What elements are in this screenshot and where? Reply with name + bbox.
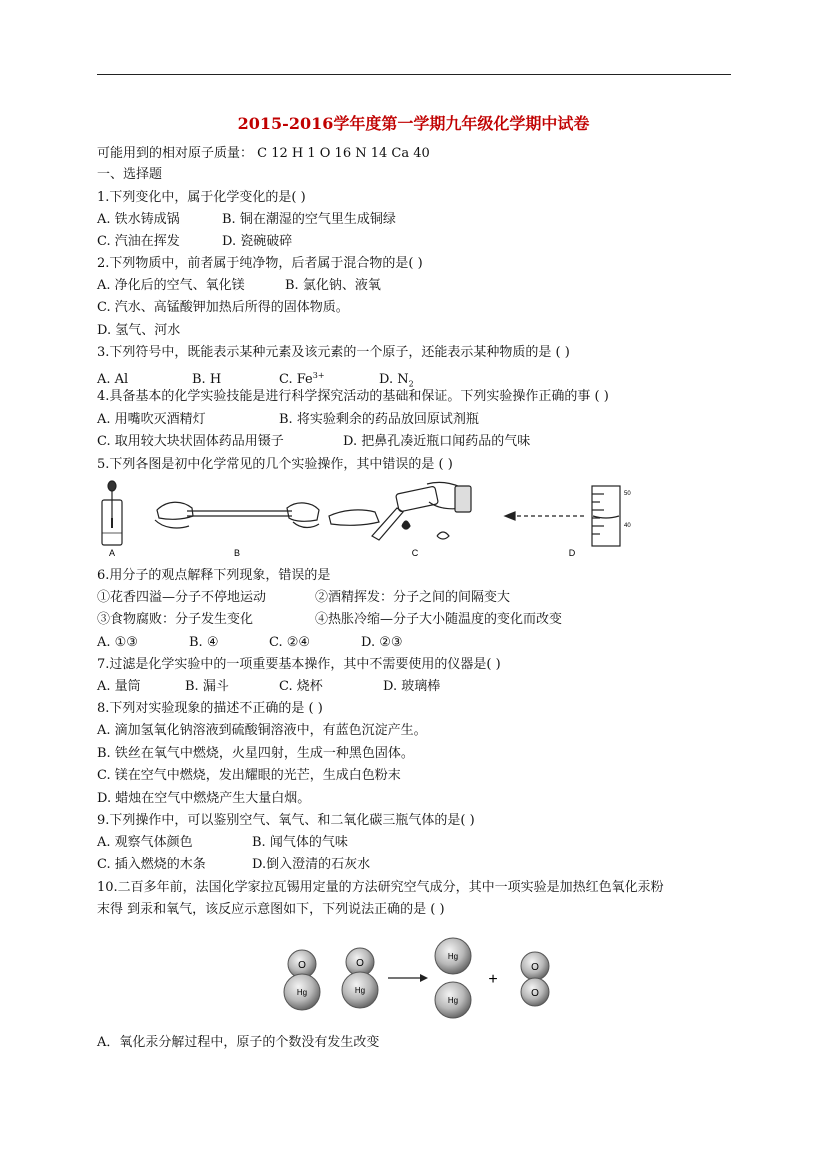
q2-option-a: A. 净化后的空气、氧化镁: [97, 278, 245, 293]
q4-option-a: A. 用嘴吹灭酒精灯: [97, 412, 206, 427]
q4-option-b: B. 将实验剩余的药品放回原试剂瓶: [279, 412, 479, 427]
q1-options-row1: [97, 211, 396, 229]
q8-option-d: D. 蜡烛在空气中燃烧产生大量白烟。: [97, 791, 311, 806]
svg-text:O: O: [531, 962, 539, 973]
q7-option-b: B. 漏斗: [185, 679, 229, 694]
fig-label-b: B: [233, 548, 241, 558]
q4-options-row1: [97, 411, 479, 429]
q3-option-c: C. $Fe^{3+}$: [279, 371, 325, 388]
q7-stem: 7.过滤是化学实验中的一项重要基本操作，其中不需要使用的仪器是( ): [97, 657, 501, 672]
q1-options-row2: [97, 233, 292, 251]
q7-options: [97, 678, 440, 696]
q9-options-row1: [97, 834, 348, 852]
q1-option-a: A. 铁水铸成锅: [97, 212, 180, 227]
q9-option-c: C. 插入燃烧的木条: [97, 857, 206, 872]
q7-option-a: A. 量筒: [97, 679, 141, 694]
header-rule: [97, 74, 731, 75]
q6-option-c: C. ②④: [269, 635, 311, 650]
q6-items-row2: [97, 611, 562, 629]
q3-option-d: D. $N_2$: [379, 372, 414, 389]
fig-label-d: D: [568, 548, 576, 558]
q4-stem: 4.具备基本的化学实验技能是进行科学探究活动的基础和保证。下列实验操作正确的事 ( ): [97, 389, 609, 404]
q10-option-a: A．氧化汞分解过程中，原子的个数没有发生改变: [97, 1035, 380, 1050]
q7-option-d: D. 玻璃棒: [383, 679, 441, 694]
q8-option-c: C. 镁在空气中燃烧，发出耀眼的光芒，生成白色粉末: [97, 768, 401, 783]
q5-figure: [97, 478, 657, 558]
q9-option-d: D.倒入澄清的石灰水: [252, 857, 371, 872]
pouring-icon: [329, 482, 471, 540]
fig-label-a: A: [108, 548, 116, 558]
o2-molecule: [521, 952, 549, 1006]
q2-option-d: D. 氢气、河水: [97, 323, 181, 338]
page-title: 2015-2016学年度第一学期九年级化学期中试卷: [237, 114, 590, 133]
q3-option-b: B. H: [192, 372, 222, 388]
reaction-arrow-icon: [388, 974, 428, 982]
q9-option-b: B. 闻气体的气味: [252, 835, 348, 850]
q5-stem: 5.下列各图是初中化学常见的几个实验操作，其中错误的是 ( ): [97, 457, 453, 472]
q10-stem-line1: 10.二百多年前，法国化学家拉瓦锡用定量的方法研究空气成分，其中一项实验是加热红色氧化汞粉: [97, 880, 664, 895]
svg-text:Hg: Hg: [447, 952, 459, 961]
svg-text:O: O: [531, 988, 539, 999]
q6-stem: 6.用分子的观点解释下列现象，错误的是: [97, 568, 331, 583]
section-heading: 一、选择题: [97, 167, 163, 182]
cyl-mark-40: 40: [624, 523, 631, 529]
q8-option-b: B. 铁丝在氧气中燃烧，火星四射，生成一种黑色固体。: [97, 746, 414, 761]
fig-label-c: C: [411, 548, 419, 558]
q9-stem: 9.下列操作中，可以鉴别空气、氧气、和二氧化碳三瓶气体的是( ): [97, 813, 475, 828]
svg-text:Hg: Hg: [354, 986, 366, 995]
q3-stem: 3.下列符号中，既能表示某种元素及该元素的一个原子，还能表示某种物质的是 ( ): [97, 345, 570, 360]
q6-options: [97, 634, 403, 652]
svg-text:Hg: Hg: [296, 988, 308, 997]
svg-text:Hg: Hg: [447, 996, 459, 1005]
q4-options-row2: [97, 433, 530, 451]
q9-option-a: A. 观察气体颜色: [97, 835, 193, 850]
cyl-mark-50: 50: [624, 491, 631, 497]
q10-stem-line2: 末得 到汞和氧气，该反应示意图如下，下列说法正确的是 ( ): [97, 902, 445, 917]
q2-option-c: C. 汽水、高锰酸钾加热后所得的固体物质。: [97, 300, 349, 315]
hg-atoms: [435, 938, 471, 1018]
q6-item-2: ②酒精挥发：分子之间的间隔变大: [315, 590, 511, 605]
q2-stem: 2.下列物质中，前者属于纯净物，后者属于混合物的是( ): [97, 256, 423, 271]
q7-option-c: C. 烧杯: [279, 679, 323, 694]
q9-options-row2: [97, 856, 370, 874]
q6-items-row1: [97, 589, 510, 607]
q10-reaction-diagram: [270, 932, 570, 1022]
q2-options-row1: [97, 277, 381, 295]
q8-option-a: A. 滴加氢氧化钠溶液到硫酸铜溶液中，有蓝色沉淀产生。: [97, 723, 427, 738]
q6-option-d: D. ②③: [361, 635, 403, 650]
q2-option-b: B. 氯化钠、液氧: [285, 278, 381, 293]
q1-option-b: B. 铜在潮湿的空气里生成铜绿: [222, 212, 396, 227]
q3-option-a: A. Al: [97, 372, 129, 388]
q6-option-a: A. ①③: [97, 635, 138, 650]
atomic-mass-line: 可能用到的相对原子质量： C 12 H 1 O 16 N 14 Ca 40: [97, 146, 430, 161]
q8-stem: 8.下列对实验现象的描述不正确的是 ( ): [97, 701, 323, 716]
q1-option-c: C. 汽油在挥发: [97, 234, 180, 249]
q6-item-1: ①花香四溢—分子不停地运动: [97, 590, 267, 605]
hgo-molecule-2: [342, 948, 378, 1008]
q6-item-3: ③食物腐败：分子发生变化: [97, 612, 254, 627]
plus-sign: +: [488, 971, 498, 988]
svg-text:O: O: [298, 960, 306, 971]
q6-option-b: B. ④: [189, 635, 219, 650]
eye-cylinder-icon: [505, 486, 620, 546]
q6-item-4: ④热胀冷缩—分子大小随温度的变化而改变: [315, 612, 563, 627]
q1-option-d: D. 瓷碗破碎: [222, 234, 293, 249]
hands-tube-icon: [155, 502, 319, 528]
q1-stem: 1.下列变化中，属于化学变化的是( ): [97, 190, 306, 205]
hgo-molecule-1: [284, 950, 320, 1010]
dropper-icon: [102, 481, 122, 545]
svg-text:O: O: [356, 958, 364, 969]
q4-option-c: C. 取用较大块状固体药品用镊子: [97, 434, 284, 449]
q4-option-d: D. 把鼻孔凑近瓶口闻药品的气味: [343, 434, 531, 449]
